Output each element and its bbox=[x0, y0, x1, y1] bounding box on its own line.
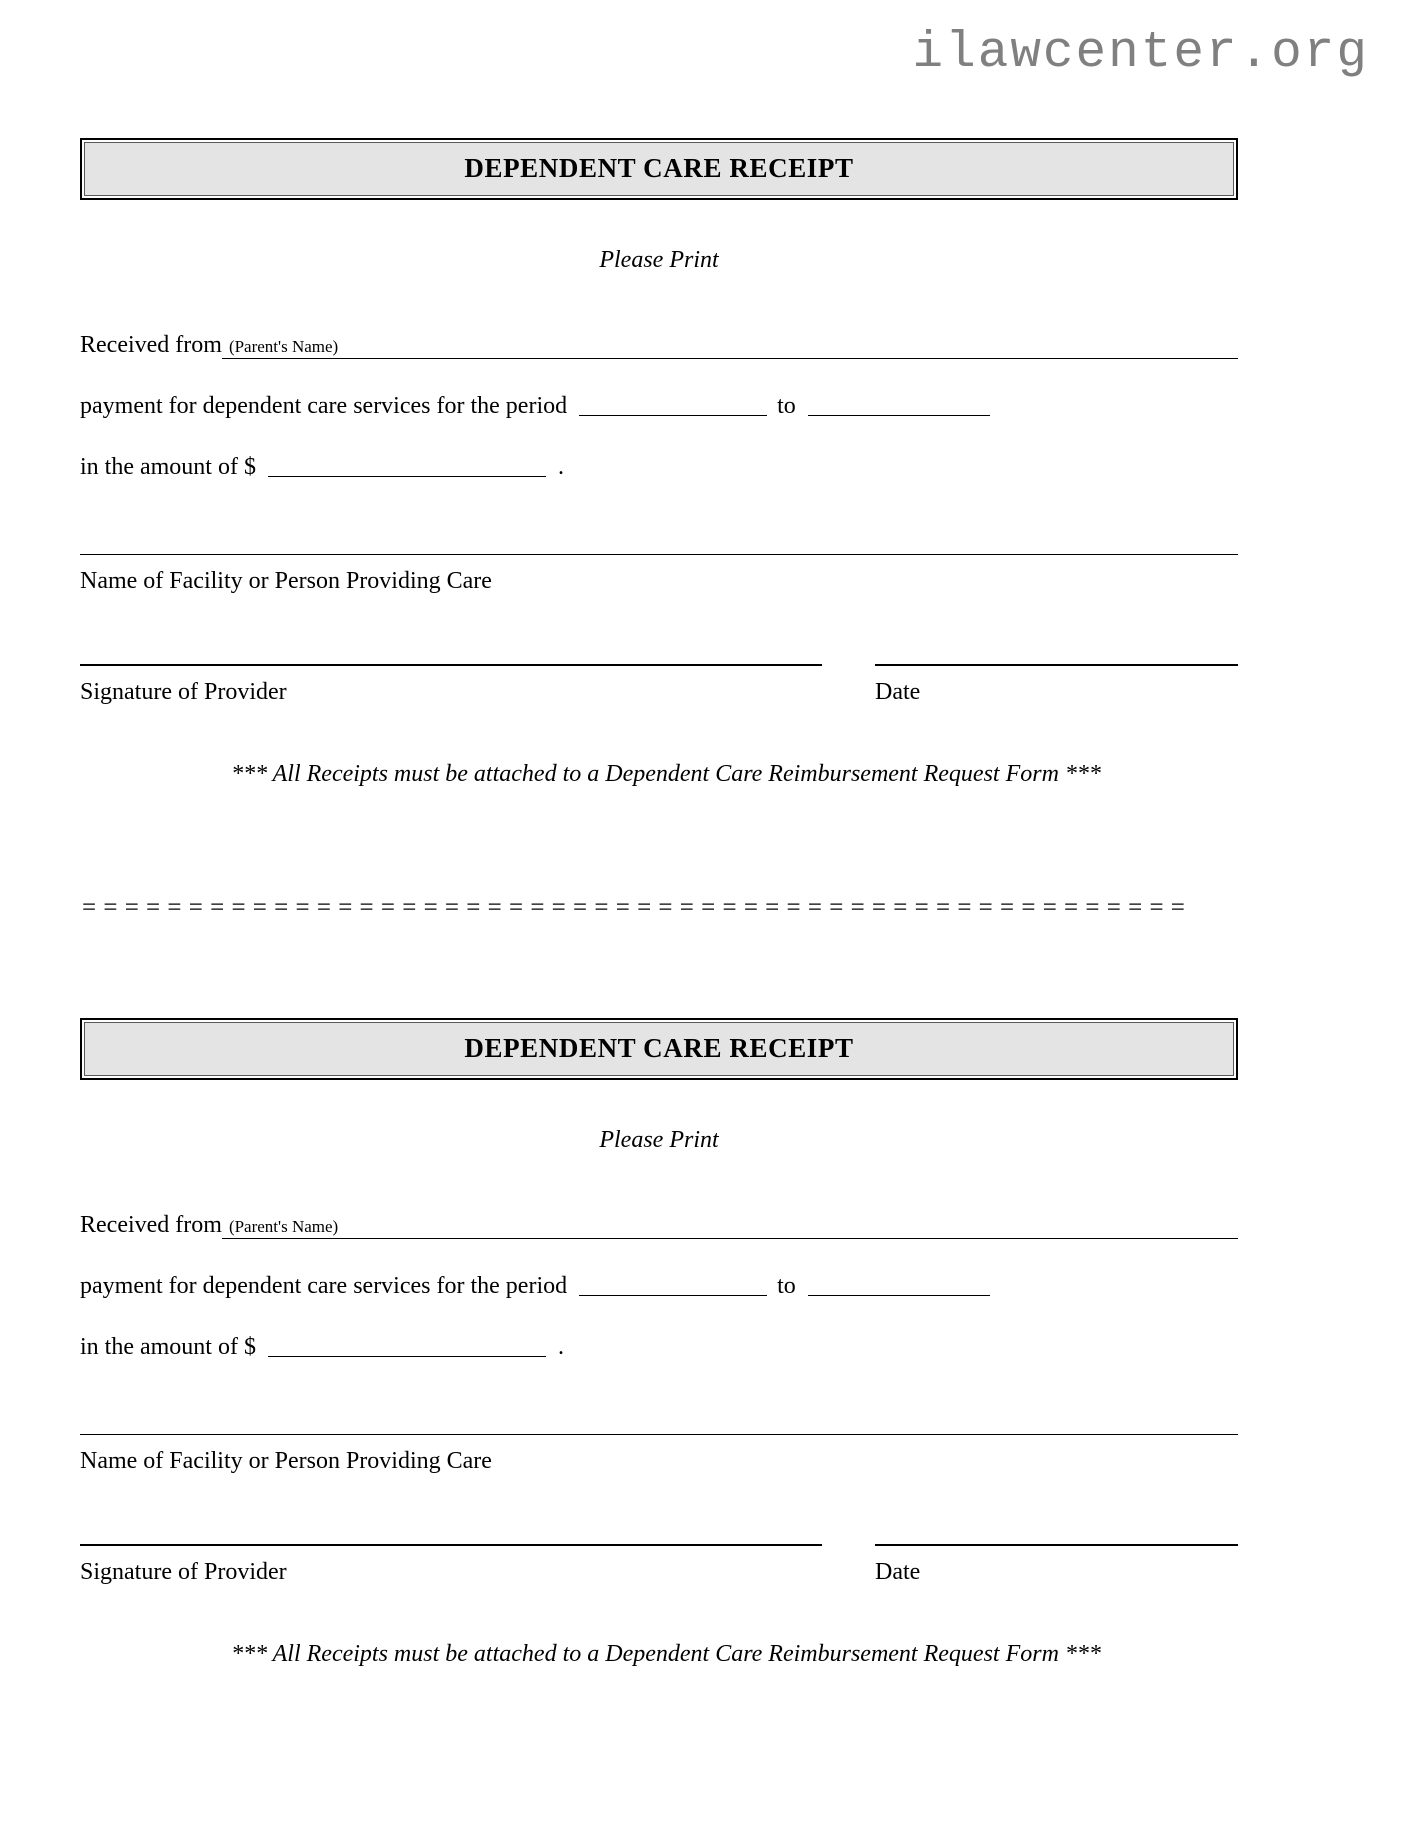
service-period-row bbox=[80, 390, 1238, 420]
signature-column bbox=[80, 664, 822, 704]
period-start-input-line[interactable] bbox=[579, 1295, 767, 1296]
date-input-line[interactable] bbox=[875, 1544, 1238, 1546]
receipt-title-banner bbox=[80, 1018, 1238, 1080]
receipt-title: DEPENDENT CARE RECEIPT bbox=[464, 1033, 854, 1063]
period-end-input-line[interactable] bbox=[808, 415, 990, 416]
receipt-title-banner-inner bbox=[84, 142, 1234, 196]
signature-input-line[interactable] bbox=[80, 1544, 822, 1546]
date-input-line[interactable] bbox=[875, 664, 1238, 666]
service-period-row bbox=[80, 1270, 1238, 1300]
amount-terminator: . bbox=[557, 454, 564, 481]
parent-name-hint: (Parent's Name) bbox=[222, 338, 338, 359]
receipt-title: DEPENDENT CARE RECEIPT bbox=[464, 153, 854, 183]
received-from-row bbox=[80, 1209, 1238, 1239]
facility-block bbox=[80, 554, 1238, 593]
received-from-input-line[interactable] bbox=[338, 1238, 1238, 1239]
amount-row bbox=[80, 1331, 1238, 1361]
date-label: Date bbox=[875, 1559, 921, 1586]
receipt-title-banner-inner bbox=[84, 1022, 1234, 1076]
facility-label: Name of Facility or Person Providing Care bbox=[80, 1448, 492, 1475]
amount-label: in the amount of $ bbox=[80, 1334, 256, 1361]
service-period-label: payment for dependent care services for the period bbox=[80, 393, 568, 420]
facility-input-line[interactable] bbox=[80, 554, 1238, 555]
parent-name-hint: (Parent's Name) bbox=[222, 1218, 338, 1239]
amount-input-line[interactable] bbox=[268, 476, 546, 477]
signature-label: Signature of Provider bbox=[80, 679, 287, 706]
facility-label: Name of Facility or Person Providing Care bbox=[80, 568, 492, 595]
amount-input-line[interactable] bbox=[268, 1356, 546, 1357]
service-period-label: payment for dependent care services for the period bbox=[80, 1273, 568, 1300]
received-from-label: Received from bbox=[80, 1212, 222, 1239]
receipt-title-banner bbox=[80, 138, 1238, 200]
dependent-care-receipt-section-1 bbox=[80, 138, 1238, 788]
receipt-footnote: *** All Receipts must be attached to a Dependent Care Reimbursement Request Form *** bbox=[231, 761, 1101, 788]
facility-input-line[interactable] bbox=[80, 1434, 1238, 1435]
period-start-input-line[interactable] bbox=[579, 415, 767, 416]
date-column bbox=[875, 1544, 1238, 1584]
signature-date-block bbox=[80, 664, 1238, 704]
period-to-label: to bbox=[777, 1273, 796, 1300]
period-end-input-line[interactable] bbox=[808, 1295, 990, 1296]
dependent-care-receipt-section-2 bbox=[80, 1018, 1238, 1668]
signature-date-block bbox=[80, 1544, 1238, 1584]
date-label: Date bbox=[875, 679, 921, 706]
signature-label: Signature of Provider bbox=[80, 1559, 287, 1586]
receipt-footnote: *** All Receipts must be attached to a Dependent Care Reimbursement Request Form *** bbox=[231, 1641, 1101, 1668]
watermark-ilawcenter: ilawcenter.org bbox=[912, 25, 1369, 82]
cut-line-separator: = = = = = = = = = = = = = = = = = = = = = = = = = = = = = = = = = = = = = = = = = = = = = = = = = = = = bbox=[82, 895, 1186, 920]
amount-terminator: . bbox=[557, 1334, 564, 1361]
received-from-label: Received from bbox=[80, 332, 222, 359]
received-from-input-line[interactable] bbox=[338, 358, 1238, 359]
signature-input-line[interactable] bbox=[80, 664, 822, 666]
facility-block bbox=[80, 1434, 1238, 1473]
signature-column bbox=[80, 1544, 822, 1584]
received-from-row bbox=[80, 329, 1238, 359]
please-print-instruction: Please Print bbox=[599, 1127, 719, 1154]
date-column bbox=[875, 664, 1238, 704]
amount-row bbox=[80, 451, 1238, 481]
period-to-label: to bbox=[777, 393, 796, 420]
amount-label: in the amount of $ bbox=[80, 454, 256, 481]
please-print-instruction: Please Print bbox=[599, 247, 719, 274]
